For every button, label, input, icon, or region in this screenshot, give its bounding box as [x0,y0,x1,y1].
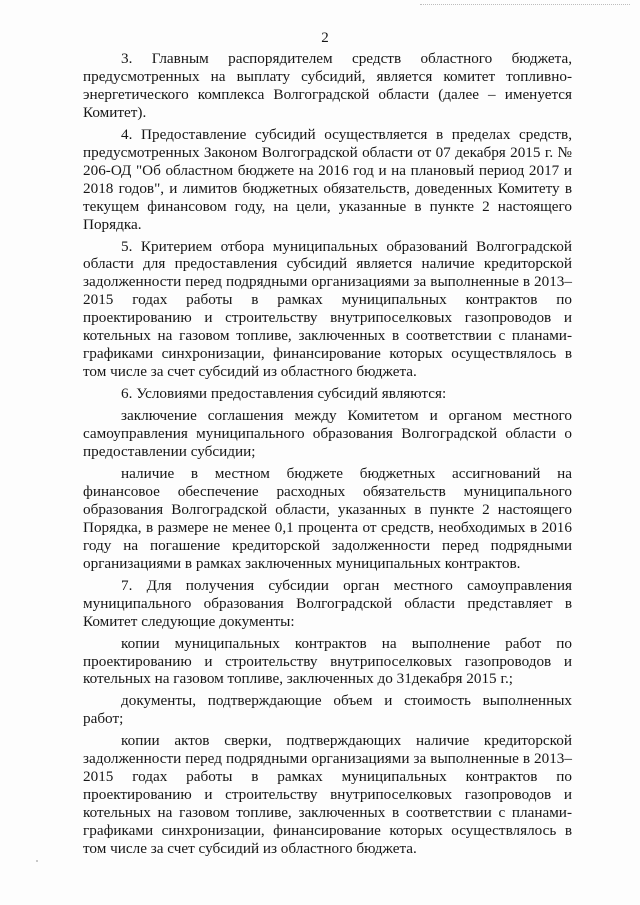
scan-top-edge [420,4,630,5]
document-item-volume: документы, подтверждающие объем и стоимость выполненных работ; [83,692,572,728]
condition-agreement: заключение соглашения между Комитетом и органом местного самоуправления муниципального образования Волгоградской области о предоставлении субсидии; [83,407,572,461]
paragraph-4: 4. Предоставление субсидий осуществляется в пределах средств, предусмотренных Законом Волгоградской области от 07 декабря 2015 г. № 206-ОД "Об областном бюджете на 2016 год и на плановый период 2017 и 2018 годов", и лимитов бюджетных обязательств, доведенных Комитету в текущем финансовом году, на цели, указанные в пункте 2 настоящего Порядка. [83,125,572,233]
paragraph-5: 5. Критерием отбора муниципальных образований Волгоградской области для предоставления субсидий является наличие кредиторской задолженности перед подрядными организациями за выполненные в 2013–2015 годах работы в рамках муниципальных контрактов по проектированию и строительству внутрипоселковых газопроводов и котельных на газовом топливе, заключенных в соответствии с планами-графиками синхронизации, финансирование которых осуществлялось в том числе за счет субсидий из областного бюджета. [83,237,572,381]
paragraph-6-heading: 6. Условиями предоставления субсидий являются: [121,385,447,403]
scan-speck [36,860,38,862]
paragraph-7: 7. Для получения субсидии орган местного самоуправления муниципального образования Волгоградской области представляет в Комитет следующие документы: [83,576,572,630]
page-number: 2 [321,30,329,46]
document-body [83,50,572,858]
paragraph-3: 3. Главным распорядителем средств областного бюджета, предусмотренных на выплату субсидий, является комитет топливно-энергетического комплекса Волгоградской области (далее – именуется Комитет). [83,50,572,121]
document-item-reconciliation: копии актов сверки, подтверждающих наличие кредиторской задолженности перед подрядными организациями за выполненные в 2013–2015 годах работы в рамках муниципальных контрактов по проектированию и строительству внутрипоселковых газопроводов и котельных на газовом топливе, заключенных в соответствии с планами-графиками синхронизации, финансирование которых осуществлялось в том числе за счет субсидий из областного бюджета. [83,732,572,858]
condition-local-budget: наличие в местном бюджете бюджетных ассигнований на финансовое обеспечение расходных обязательств муниципального образования Волгоградской области, указанных в пункте 2 настоящего Порядка, в размере не менее 0,1 процента от средств, необходимых в 2016 году на погашение кредиторской задолженности перед подрядными организациями в рамках заключенных муниципальных контрактов. [83,464,572,572]
document-item-contracts: копии муниципальных контрактов на выполнение работ по проектированию и строительству внутрипоселковых газопроводов и котельных на газовом топливе, заключенных до 31декабря 2015 г.; [83,634,572,688]
